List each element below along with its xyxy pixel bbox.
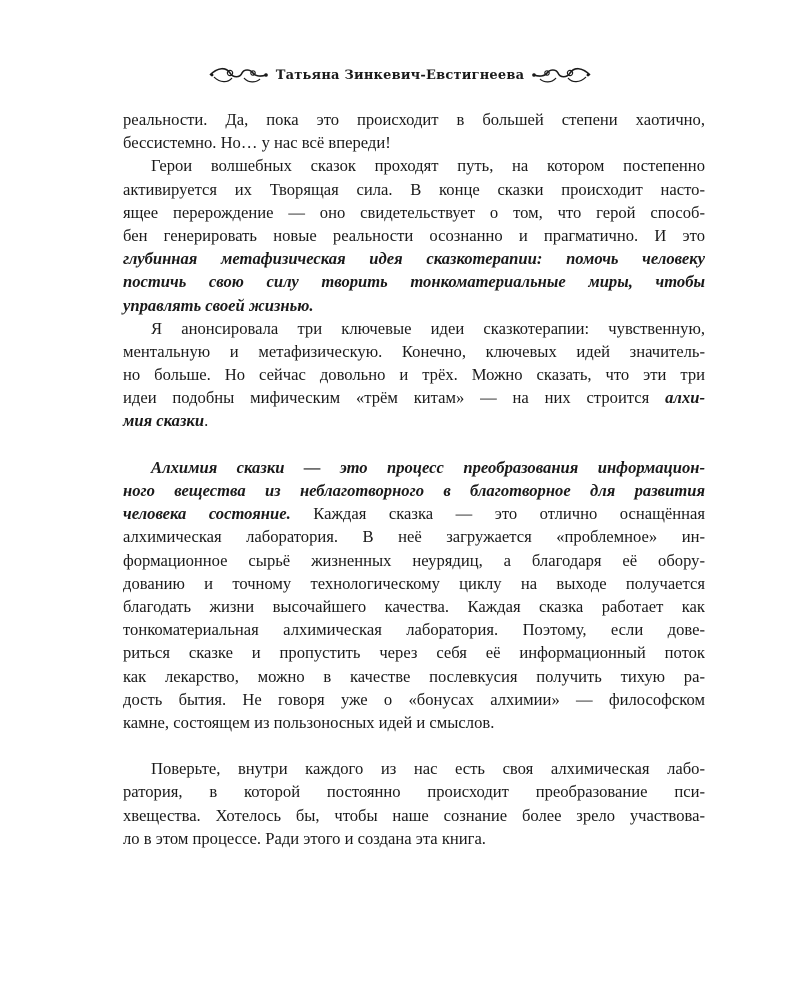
text-line: бен генерировать новые реальности осознанно и прагматично. И это [123, 225, 705, 245]
text-line: мия сказки. [123, 411, 209, 431]
text-line: Поверьте, внутри каждого из нас есть своя алхимическая лабо- [151, 759, 705, 779]
text-line: человека состояние. Каждая сказка — это отлично оснащённая [123, 504, 705, 524]
text-line: ратория, в которой постоянно происходит преобразование пси- [123, 782, 705, 802]
text-line: но больше. Но сейчас довольно и трёх. Можно сказать, что эти три [123, 365, 705, 385]
emphasized-phrase: алхи- [665, 388, 705, 408]
text-line: формационное сырьё жизненных неурядиц, а благодаря её обору- [123, 550, 705, 570]
text-line: Я анонсировала три ключевые идеи сказкотерапии: чувственную, [151, 318, 705, 338]
text-line: тонкоматериальная алхимическая лаборатория. Поэтому, если дове- [123, 620, 705, 640]
running-head-author: Татьяна Зинкевич-Евстигнеева [275, 67, 525, 83]
text-line: хвещества. Хотелось бы, чтобы наше сознание более зрело участвова- [123, 805, 705, 825]
text-line: ло в этом процессе. Ради этого и создана эта книга. [123, 828, 486, 848]
emphasized-phrase: мия сказки [123, 411, 205, 431]
paragraph-gap [123, 734, 705, 757]
text-line: алхимическая лаборатория. В неё загружается «проблемное» ин- [123, 527, 705, 547]
text-line: дость бытия. Не говоря уже о «бонусах алхимии» — философском [123, 689, 705, 709]
text-line: риться сказке и пропустить через себя её информационный поток [123, 643, 705, 663]
emphasized-phrase: человека состояние. [123, 504, 291, 524]
text-line: ящее перерождение — оно свидетельствует о том, что герой способ- [123, 202, 705, 222]
text-line: реальности. Да, пока это происходит в большей степени хаотично, [123, 110, 705, 129]
emphasized-line: постичь свою силу творить тонкоматериальные миры, чтобы [123, 272, 705, 292]
running-header [0, 62, 800, 88]
emphasized-line: Алхимия сказки — это процесс преобразования информацион- [151, 457, 705, 477]
text-line: идеи подобны мифическим «трём китам» — на них строится алхи- [123, 388, 705, 408]
text-line: камне, состоящем из пользоносных идей и смыслов. [123, 712, 495, 732]
paragraph-gap [123, 433, 705, 456]
emphasized-line: управлять своей жизнью. [123, 295, 314, 315]
text-line: бессистемно. Но… у нас всё впереди! [123, 133, 391, 153]
text-line: ментальную и метафизическую. Конечно, ключевых идей значитель- [123, 341, 705, 361]
text-line: активируется их Творящая сила. В конце сказки происходит насто- [123, 179, 705, 199]
text-line: дованию и точному технологическому циклу на выходе получается [123, 573, 705, 593]
text-line: благодать жизни высочайшего качества. Каждая сказка работает как [123, 596, 705, 616]
scroll-ornament-icon [530, 64, 592, 86]
body-text [123, 108, 705, 850]
text-line: как лекарство, можно в качестве послевкусия получить тихую ра- [123, 666, 705, 686]
emphasized-line: ного вещества из неблаготворного в благотворное для развития [123, 481, 705, 500]
emphasized-line: глубинная метафизическая идея сказкотерапии: помочь человеку [123, 249, 705, 269]
text-line: Герои волшебных сказок проходят путь, на котором постепенно [151, 156, 705, 176]
scroll-ornament-icon [208, 64, 270, 86]
